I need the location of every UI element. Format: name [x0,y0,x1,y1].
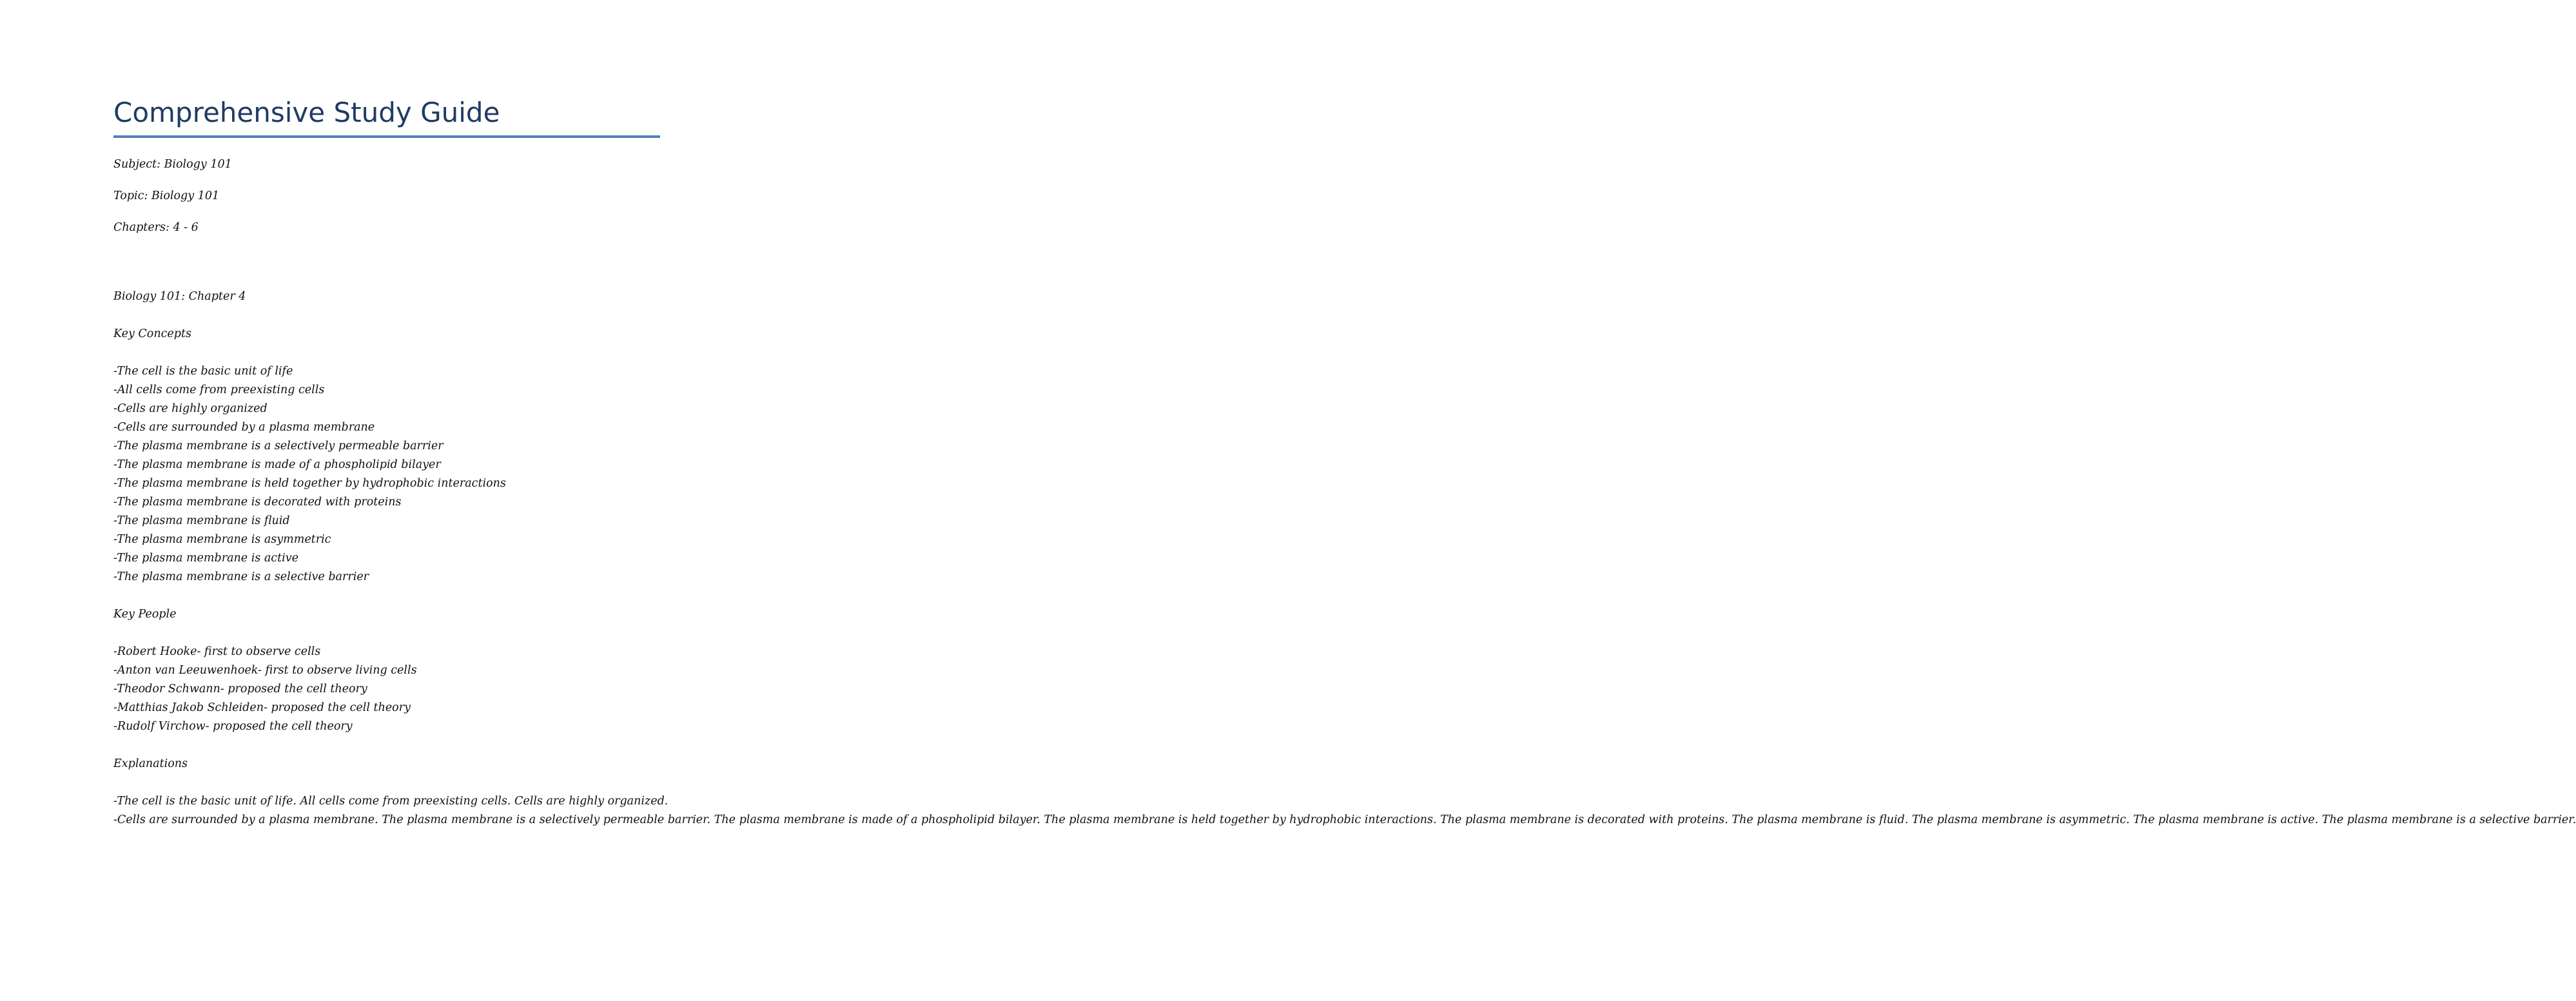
explanation-paragraph-2: -Cells are surrounded by a plasma membrane. The plasma membrane is a selectively permeable barrier. The plasma membrane is made of a phospholipid bilayer. The plasma membrane is held together by hydrophobic interactions. The plasma membrane is decorated with proteins. The plasma membrane is fluid. The plasma membrane is asymmetric. The plasma membrane is active. The plasma membrane is a selective barrier. [113,813,2576,826]
key-people-list [113,643,668,736]
list-item: -All cells come from preexisting cells [113,384,325,396]
list-item: -Cells are surrounded by a plasma membrane [113,421,375,434]
list-item: -The plasma membrane is fluid [113,514,290,527]
key-concepts-list [113,362,668,587]
list-item: -The plasma membrane is active [113,552,298,565]
list-item: -The plasma membrane is a selectively permeable barrier [113,440,444,452]
chapters-line: Chapters: 4 - 6 [113,221,199,234]
list-item: -Cells are highly organized [113,402,268,415]
explanations-heading: Explanations [113,757,188,770]
document-body [113,155,2576,830]
chapter-heading: Biology 101: Chapter 4 [113,290,246,303]
document-title: Comprehensive Study Guide [113,97,500,128]
list-item: -The plasma membrane is made of a phospholipid bilayer [113,458,441,471]
list-item: -The cell is the basic unit of life [113,365,293,378]
subject-line: Subject: Biology 101 [113,158,232,171]
list-item: -Robert Hooke- first to observe cells [113,645,321,658]
key-concepts-heading: Key Concepts [113,327,191,340]
list-item: -Rudolf Virchow- proposed the cell theory [113,720,353,733]
title-underline [113,135,660,138]
list-item: -Theodor Schwann- proposed the cell theory [113,683,367,695]
list-item: -The plasma membrane is asymmetric [113,533,331,546]
topic-line: Topic: Biology 101 [113,190,220,202]
list-item: -The plasma membrane is held together by hydrophobic interactions [113,477,506,490]
list-item: -Matthias Jakob Schleiden- proposed the cell theory [113,701,411,714]
list-item: -The plasma membrane is a selective barrier [113,570,369,583]
key-people-heading: Key People [113,608,177,621]
list-item: -The plasma membrane is decorated with proteins [113,496,402,509]
list-item: -Anton van Leeuwenhoek- first to observe living cells [113,664,417,677]
explanation-paragraph-1: -The cell is the basic unit of life. All cells come from preexisting cells. Cells are highly organized. [113,795,668,808]
